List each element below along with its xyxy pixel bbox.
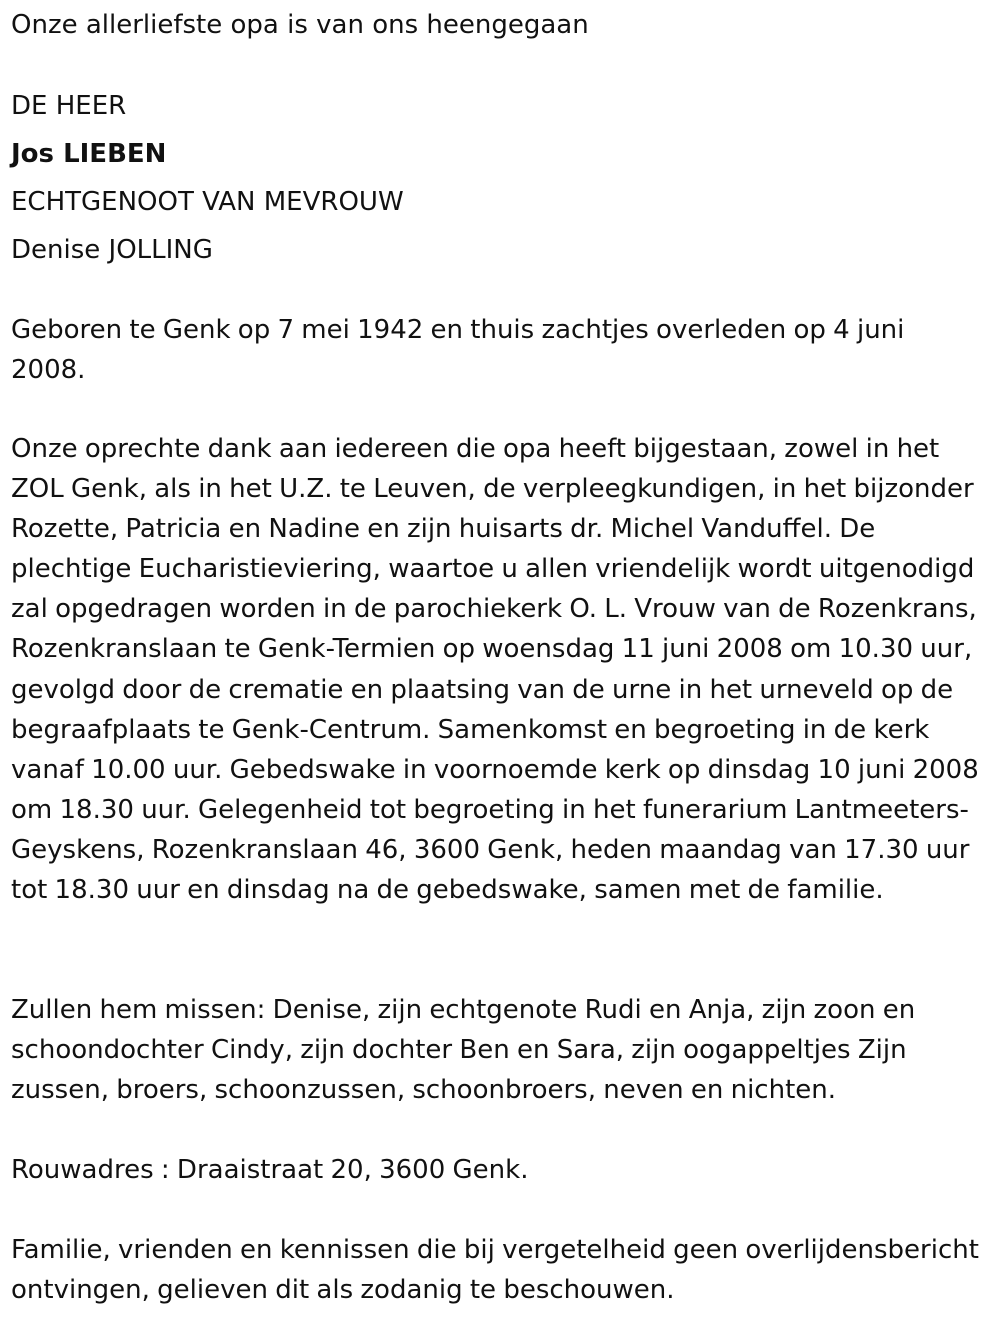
spouse-label: ECHTGENOOT VAN MEVROUW <box>11 187 404 217</box>
spouse-name: Denise JOLLING <box>11 235 213 265</box>
closing-paragraph: Familie, vrienden en kennissen die bij vergetelheid geen overlijdensbericht ontvingen, gelieven dit als zodanig te beschouwen. <box>11 1235 979 1306</box>
deceased-name: Jos LIEBEN <box>11 139 167 169</box>
title-prefix: DE HEER <box>11 91 127 121</box>
birth-death-paragraph: Geboren te Genk op 7 mei 1942 en thuis zachtjes overleden op 4 juni 2008. <box>11 315 905 386</box>
intro-line: Onze allerliefste opa is van ons heengegaan <box>11 10 589 40</box>
address-line: Rouwadres : Draaistraat 20, 3600 Genk. <box>11 1155 529 1185</box>
thanks-service-paragraph: Onze oprechte dank aan iedereen die opa heeft bijgestaan, zowel in het ZOL Genk, als in het U.Z. te Leuven, de verpleegkundigen, in het bijzonder Rozette, Patricia en Nadine en zijn huisarts dr. Michel Vanduffel. De plechtige Eucharistieviering, waartoe u allen vriendelijk wordt uitgenodigd zal opgedragen worden in de parochiekerk O. L. Vrouw van de Rozenkrans, Rozenkranslaan te Genk-Termien op woensdag 11 juni 2008 om 10.30 uur, gevolgd door de crematie en plaatsing van de urne in het urneveld op de begraafplaats te Genk-Centrum. Samenkomst en begroeting in de kerk vanaf 10.00 uur. Gebedswake in voornoemde kerk op dinsdag 10 juni 2008 om 18.30 uur. Gelegenheid tot begroeting in het funerarium Lantmeeters-Geyskens, Rozenkranslaan 46, 3600 Genk, heden maandag van 17.30 uur tot 18.30 uur en dinsdag na de gebedswake, samen met de familie. <box>11 434 979 906</box>
mourners-paragraph: Zullen hem missen: Denise, zijn echtgenote Rudi en Anja, zijn zoon en schoondochter Cindy, zijn dochter Ben en Sara, zijn oogappeltjes Zijn zussen, broers, schoonzussen, schoonbroers, neven en nichten. <box>11 995 916 1106</box>
